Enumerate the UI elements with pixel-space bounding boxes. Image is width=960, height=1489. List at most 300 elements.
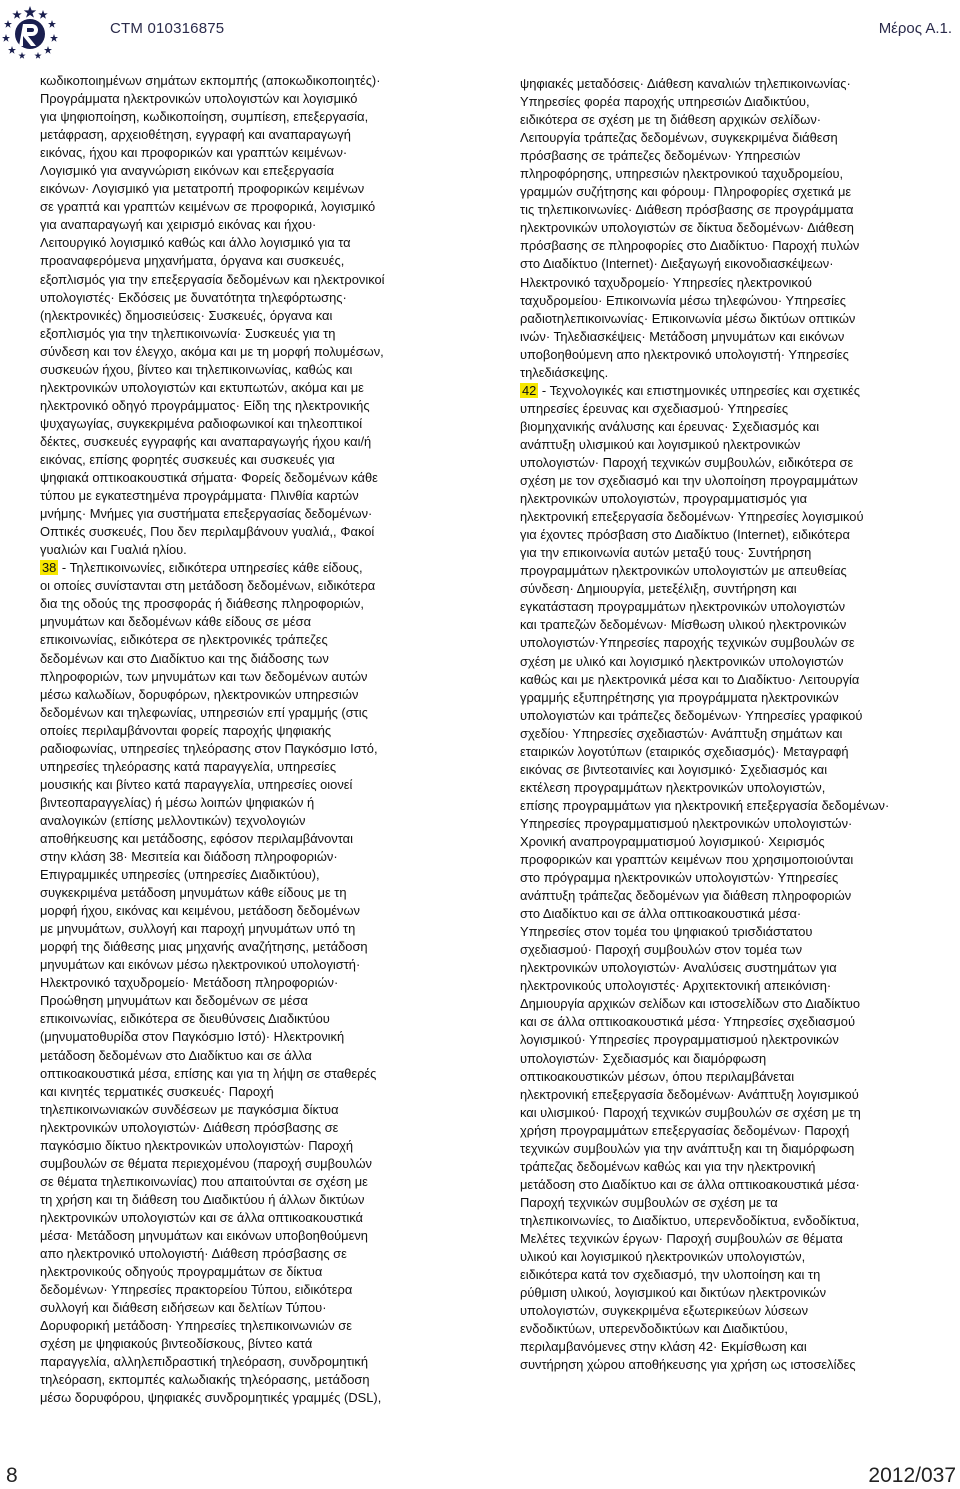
line-text: ηλεκτρονικών υπολογιστών και εκτυπωτών, ακόμα και με [40,379,364,395]
text-line [520,129,952,147]
text-line [40,72,472,90]
text-line [40,162,472,180]
line-text: οπτικοακουστικών μέσων, όπου περιλαμβάνεται [520,1068,795,1084]
text-line [520,905,952,923]
text-line [520,833,952,851]
line-text: εκτέλεση προγραμμάτων ηλεκτρονικών υπολογιστών, [520,779,826,795]
line-text: σχέση με ψηφιακούς βιντεοδίσκους, βίντεο κατά [40,1336,313,1352]
part-label: Μέρος Α.1. [878,20,952,37]
text-line [40,1119,472,1137]
text-line [520,1140,952,1158]
text-line [520,1302,952,1320]
text-line [40,1281,472,1299]
text-line [520,1013,952,1031]
line-text: ψηφιακά οπτικοακουστικά σήματα· Φορείς δεδομένων κάθε [40,470,378,486]
line-text: υπολογιστές· Εκδόσεις με δυνατότητα τηλεφόρτωσης· [40,289,347,305]
line-text: εταιρικών λογοτύπων (εταιρικός σχεδιασμός)· Μεταγραφή [520,743,849,759]
line-text: εικόνων· Λογισμικό για μετατροπή προφορικών κειμένων [40,181,365,197]
page-header [0,0,960,60]
text-line [40,704,472,722]
text-line [520,328,952,346]
line-text: προγραμμάτων ηλεκτρονικών υπολογιστών με απευθείας [520,563,847,579]
line-text: τηλεδιάσκεψης. [520,364,609,380]
text-line [520,761,952,779]
line-text: συγκεκριμένα μετάδοση μηνυμάτων κάθε είδους με τη [40,885,347,901]
line-text: συμβουλών σε θέματα περιεχομένου (παροχή συμβουλών [40,1155,372,1171]
line-text: τύπου με εγκατεστημένα προγράμματα· Πλινθία καρτών [40,488,359,504]
text-line [520,1194,952,1212]
text-line [40,433,472,451]
text-line [40,1083,472,1101]
text-line [520,671,952,689]
text-line [40,216,472,234]
text-line [520,779,952,797]
line-text: στο Διαδίκτυο (Internet)· Διεξαγωγή εικονοδιασκέψεων· [520,256,834,272]
line-text: μηνυμάτων και εικόνων μέσω ηλεκτρονικού υπολογιστή· [40,957,361,973]
line-text: με μηνυμάτων, συλλογή και παροχή μηνυμάτων υπό τη [40,921,356,937]
line-text: ανάπτυξη υλισμικού και λογισμικού ηλεκτρονικών [520,436,801,452]
line-text: Παροχή τεχνικών συμβουλών σε σχέση με τα [520,1194,778,1210]
text-line [520,147,952,165]
text-line [520,1104,952,1122]
text-line [520,689,952,707]
text-line [40,271,472,289]
text-line [40,866,472,884]
line-text: - Τεχνολογικές και επιστημονικές υπηρεσίες και σχετικές [538,382,860,398]
line-text: εικόνας, επίσης φορητές συσκευές και συσκευές για [40,451,335,467]
text-line [40,1173,472,1191]
line-text: ενδοδικτύων, υπερενδοδικτύων και Διαδικτύου, [520,1321,788,1337]
line-text: τη χρήση και τη διάθεση του Διαδικτύου ή άλλων δικτύων [40,1191,365,1207]
line-text: ταχυδρομείου· Επικοινωνία μέσω τηλεφώνου· Υπηρεσίες [520,292,846,308]
line-text: εικόνας, ήχου και προφορικών και γραπτών κειμένων· [40,145,348,161]
line-text: για έχοντες πρόσβαση στο Διαδίκτυο (Internet), ειδικότερα [520,527,850,543]
text-line [40,361,472,379]
line-text: υπολογιστών και τράπεζες δεδομένων· Υπηρεσίες γραφικού [520,707,863,723]
line-text: δέκτες, συσκευές εγγραφής και αναπαραγωγής ήχου και/ή [40,433,372,449]
text-line [40,252,472,270]
line-text: ψηφιακές μεταδόσεις· Διάθεση καναλιών τηλεπικοινωνίας· [520,76,851,91]
text-line [520,454,952,472]
left-text-column [40,72,472,1407]
text-line [40,126,472,144]
text-line [520,634,952,652]
text-line [520,725,952,743]
text-line [520,941,952,959]
line-text: υπολογιστών, συγκεκριμένα εξωτερικεύων λύσεων [520,1303,809,1319]
text-line [520,887,952,905]
line-text: οπτικοακουστικά μέσα, επίσης και για τη λήψη σε σταθερές [40,1065,377,1081]
line-text: ανάπτυξη τράπεζας δεδομένων για διάθεση πληροφοριών [520,888,852,904]
line-text: τηλεόραση, εκπομπές καλωδιακής τηλεόρασης, μετάδοση [40,1372,370,1388]
line-text: υπολογιστών· Παροχή τεχνικών συμβουλών, ειδικότερα σε [520,454,854,470]
text-line [520,598,952,616]
text-line [40,776,472,794]
class-number-badge: 42 [522,382,537,398]
text-line [40,1299,472,1317]
text-line [520,183,952,201]
text-line [40,1335,472,1353]
text-line [520,977,952,995]
line-text: Λογισμικό για αναγνώριση εικόνων και επεξεργασία [40,163,335,179]
line-text: σχέση με υλικό και λογισμικό ηλεκτρονικών υπολογιστών [520,653,844,669]
line-text: πληροφόρησης, υπηρεσιών ηλεκτρονικού ταχυδρομείου, [520,166,844,182]
line-text: αναλογικών (επίσης μελλοντικών) τεχνολογιών [40,812,306,828]
text-line [520,1284,952,1302]
text-line [520,1338,952,1356]
text-line [40,1047,472,1065]
line-text: για ψηφιοποίηση, κωδικοποίηση, συμπίεση, επεξεργασία, [40,109,369,125]
text-line [520,292,952,310]
line-text: τεχνικών συμβουλών για την ανάπτυξη και τη διαμόρφωση [520,1140,855,1156]
text-line [40,1209,472,1227]
text-line [40,1155,472,1173]
text-line [520,346,952,364]
text-line [40,1371,472,1389]
line-text: υπηρεσίες έρευνας και σχεδιασμού· Υπηρεσίες [520,400,789,416]
line-text: δεδομένων και στο Διαδίκτυο και της διάδοσης των [40,650,329,666]
line-text: ηλεκτρονικών υπολογιστών, προγραμματισμός για [520,491,808,507]
line-text: για την επικοινωνία αυτών μεταξύ τους· Συντήρηση [520,545,812,561]
text-line [40,1263,472,1281]
text-line [520,165,952,183]
line-text: σε θέματα τηλεπικοινωνίας) που απαιτούνται σε σχέση με [40,1173,368,1189]
line-text: Προώθηση μηνυμάτων και δεδομένων σε μέσα [40,993,308,1009]
line-text: στο πρόγραμμα ηλεκτρονικών υπολογιστών· Υπηρεσίες [520,870,839,886]
text-line [40,144,472,162]
text-line [520,310,952,328]
text-line [40,902,472,920]
line-text: σχέση με τον σχεδιασμό και την υλοποίηση προγραμμάτων [520,473,858,489]
line-text: Οπτικές συσκευές, Που δεν περιλαμβάνουν γυαλιά,, Φακοί [40,524,375,540]
text-line [40,397,472,415]
text-line [520,219,952,237]
line-text: σχεδίου· Υπηρεσίες σχεδιαστών· Ανάπτυξη σημάτων και [520,725,843,741]
text-line [40,523,472,541]
text-line [40,830,472,848]
line-text: ραδιοτηλεπικοινωνίας· Επικοινωνία μέσω δικτύων οπτικών [520,310,856,326]
text-line [40,758,472,776]
text-line [40,1137,472,1155]
line-text: πρόσβασης σε τράπεζες δεδομένων· Υπηρεσιών [520,148,801,164]
line-text: περιλαμβανόμενες στην κλάση 42· Εκμίσθωση και [520,1339,807,1355]
line-text: υπολογιστών· Σχεδιασμός και διαμόρφωση [520,1050,767,1066]
text-line [40,1191,472,1209]
line-text: τηλεπικοινωνιακών συνδέσεων με παγκόσμια δίκτυα [40,1101,339,1117]
text-line [520,201,952,219]
line-text: ραδιοφωνίας, υπηρεσίες τηλεόρασης στον Παγκόσμιο Ιστό, [40,740,378,756]
line-text: ηλεκτρονικών υπολογιστών σε δίκτυα δεδομένων· Διάθεση [520,220,854,236]
text-line [40,325,472,343]
text-line [40,1245,472,1263]
line-text: τηλεπικοινωνίες, το Διαδίκτυο, υπερενδοδίκτυα, ενδοδίκτυα, [520,1212,860,1228]
text-line [40,595,472,613]
text-line [40,234,472,252]
page-number: 8 [6,1464,18,1487]
line-text: επίσης προγραμμάτων για ηλεκτρονική επεξεργασία δεδομένων· [520,797,890,813]
line-text: γραμμών συζήτησης και φόρουμ· Πληροφορίες σχετικά με [520,184,852,200]
line-text: (ηλεκτρονικές) δημοσιεύσεις· Συσκευές, όργανα και [40,307,333,323]
text-line [520,1230,952,1248]
text-line [520,1356,952,1374]
text-line [520,75,952,93]
line-text: δεδομένων και τηλεφωνίας, υπηρεσιών επί γραμμής (στις [40,704,368,720]
text-line [40,198,472,216]
text-line [520,562,952,580]
line-text: μηνυμάτων και δεδομένων κάθε είδους σε μέσα [40,614,312,630]
text-line [520,869,952,887]
line-text: Επιγραμμικές υπηρεσίες (υπηρεσίες Διαδικτύου), [40,867,320,883]
text-line [40,90,472,108]
right-text-column [520,75,952,1374]
line-text: και κινητές τερματικές συσκευές· Παροχή [40,1083,274,1099]
line-text: μέσα· Μετάδοση μηνυμάτων και εικόνων υποβοηθούμενη [40,1228,368,1243]
line-text: Ηλεκτρονικό ταχυδρομείο· Υπηρεσίες ηλεκτρονικού [520,274,812,290]
line-text: ηλεκτρονικών υπολογιστών· Διάθεση πρόσβασης σε [40,1119,339,1135]
text-line [520,544,952,562]
line-text: Μελέτες τεχνικών έργων· Παροχή συμβουλών σε θέματα [520,1231,843,1246]
text-line [40,559,472,577]
line-text: παγκόσμιο δίκτυο ηλεκτρονικών υπολογιστών· Παροχή [40,1137,354,1153]
text-line [520,1068,952,1086]
text-line [40,379,472,397]
text-line [40,884,472,902]
line-text: Υπηρεσίες προγραμματισμού ηλεκτρονικών υπολογιστών· [520,815,853,831]
text-line [40,505,472,523]
line-text: εγκατάσταση προγραμμάτων ηλεκτρονικών υπολογιστών [520,599,846,615]
line-text: βιντεοπαραγγελίας) ή μέσω λοιπών ψηφιακών ή [40,794,315,810]
text-line [40,992,472,1010]
text-line [520,472,952,490]
text-line [520,707,952,725]
line-text: οι οποίες συνίστανται στη μετάδοση δεδομένων, ειδικότερα [40,578,376,594]
text-line [40,613,472,631]
text-line [520,93,952,111]
line-text: χρήση προγραμμάτων επεξεργασίας δεδομένων· Παροχή [520,1122,850,1138]
line-text: ινών· Τηλεδιασκέψεις· Μετάδοση μηνυμάτων και εικόνων [520,328,845,344]
line-text: μορφή της διάθεσης μιας μηχανής αναζήτησης, μετάδοση [40,939,368,955]
line-text: Υπηρεσίες στον τομέα του ψηφιακού τρισδιάστατου [520,924,813,940]
line-text: Ηλεκτρονικό ταχυδρομείο· Μετάδοση πληροφοριών· [40,975,339,991]
line-text: μετάφραση, αρχειοθέτηση, εγγραφή και αναπαραγωγή [40,127,351,143]
line-text: λογισμικού· Υπηρεσίες προγραμματισμού ηλεκτρονικών [520,1032,839,1048]
text-line [520,237,952,255]
line-text: οποίες περιλαμβάνονται φορείς παροχής ψηφιακής [40,722,332,738]
text-line [520,1176,952,1194]
line-text: ηλεκτρονική επεξεργασία δεδομένων· Ανάπτυξη λογισμικού [520,1086,859,1102]
ctm-number: CTM 010316875 [110,20,225,37]
text-line [520,490,952,508]
line-text: υπηρεσίες τηλεόρασης κατά παραγγελία, υπηρεσίες [40,758,337,774]
text-line [520,1050,952,1068]
line-text: Δημιουργία αρχικών σελίδων και ιστοσελίδων στο Διαδίκτυο [520,996,861,1012]
line-text: μέσω δορυφόρου, ψηφιακές συνδρομητικές γραμμές (DSL), [40,1390,382,1406]
line-text: υλικού και λογισμικού ηλεκτρονικών υπολογιστών, [520,1249,806,1265]
line-text: μετάδοση στο Διαδίκτυο και σε άλλα οπτικοακουστικά μέσα· [520,1176,860,1192]
text-line [520,382,952,400]
line-text: και τραπεζών δεδομένων· Μίσθωση υλικού ηλεκτρονικών [520,617,847,633]
text-line [40,451,472,469]
text-line [520,797,952,815]
line-text: στο Διαδίκτυο και σε άλλα οπτικοακουστικά μέσα· [520,906,802,922]
line-text: ψυχαγωγίας, συγκεκριμένα ραδιοφωνικοί και τηλεοπτικοί [40,415,363,431]
text-line [520,1248,952,1266]
text-line [520,274,952,292]
text-line [520,364,952,382]
line-text: υπολογιστών·Υπηρεσίες παροχής τεχνικών συμβουλών σε [520,635,855,651]
line-text: εξοπλισμός για την τηλεπικοινωνία· Συσκευές για τη [40,325,336,341]
line-text: Δορυφορική μετάδοση· Υπηρεσίες τηλεπικοινωνιών σε [40,1318,352,1334]
line-text: συσκευών ήχου, βίντεο και τηλεπικοινωνίας, καθώς και [40,361,353,377]
line-text: δεδομένων· Υπηρεσίες πρακτορείου Τύπου, ειδικότερα [40,1282,353,1298]
line-text: σχεδιασμού· Παροχή συμβουλών στον τομέα των [520,942,803,958]
line-text: πρόσβασης σε πληροφορίες στο Διαδίκτυο· Παροχή πυλών [520,238,860,254]
line-text: μνήμης· Μνήμες για συστήματα επεξεργασίας δεδομένων· [40,506,373,522]
line-text: πληροφοριών, των μηνυμάτων και των δεδομένων αυτών [40,668,368,684]
line-text: ηλεκτρονική επεξεργασία δεδομένων· Υπηρεσίες λογισμικού [520,509,864,525]
text-line [520,1086,952,1104]
line-text: - Τηλεπικοινωνίες, ειδικότερα υπηρεσίες κάθε είδους, [58,560,363,576]
text-line [520,923,952,941]
text-line [40,289,472,307]
line-text: σύνδεση και τον έλεγχο, ακόμα και με τη μορφή πολυμέσων, [40,343,384,359]
text-line [520,616,952,634]
line-text: μορφή ήχου, εικόνας και κειμένου, μετάδοση δεδομένων [40,903,360,919]
line-text: μουσικής και βίντεο κατά παραγγελία, υπηρεσίες οιονεί [40,776,353,792]
text-line [40,794,472,812]
text-line [40,487,472,505]
line-text: και υλισμικού· Παροχή τεχνικών συμβουλών σε σχέση με τη [520,1104,861,1120]
text-line [520,580,952,598]
text-line [520,111,952,129]
text-line [40,1028,472,1046]
line-text: και σε άλλα οπτικοακουστικά μέσα· Υπηρεσίες σχεδιασμού [520,1014,856,1030]
text-line [520,1212,952,1230]
text-line [520,255,952,273]
line-text: εξοπλισμός για την επεξεργασία δεδομένων και ηλεκτρονικοί [40,271,385,287]
line-text: εικόνας σε βιντεοταινίες και λογισμικό· Σχεδιασμός και [520,761,828,777]
text-line [520,653,952,671]
text-line [40,668,472,686]
line-text: γραμμής εξυπηρέτησης για προγράμματα ηλεκτρονικών [520,689,839,705]
line-text: ηλεκτρονικών υπολογιστών· Αναλύσεις συστημάτων για [520,960,837,976]
text-line [520,508,952,526]
line-text: γυαλιών και Γυαλιά ηλίου. [40,542,187,558]
text-line [40,108,472,126]
line-text: βιομηχανικής ανάλυσης και έρευνας· Σχεδιασμός και [520,418,820,434]
line-text: Λειτουργία τράπεζας δεδομένων, συγκεκριμένα διάθεση [520,130,838,146]
text-line [40,469,472,487]
line-text: συντήρηση χώρου αποθήκευσης για χρήση ως ιστοσελίδες [520,1357,856,1373]
text-line [40,1101,472,1119]
line-text: μετάδοση δεδομένων στο Διαδίκτυο και σε άλλα [40,1047,312,1063]
text-line [40,180,472,198]
text-line [40,1010,472,1028]
line-text: ειδικότερα σε σχέση με τη διάθεση αρχικών σελίδων· [520,112,822,128]
text-line [40,974,472,992]
line-text: ηλεκτρονικούς υπολογιστές· Αρχιτεκτονική απεικόνιση· [520,978,832,994]
text-line [520,851,952,869]
text-line [520,1320,952,1338]
text-line [40,1227,472,1245]
line-text: απο ηλεκτρονικό υπολογιστή· Διάθεση πρόσβασης σε [40,1246,347,1262]
line-text: ηλεκτρονικούς οδηγούς προγραμμάτων σε δίκτυα [40,1264,323,1280]
line-text: καθώς και με ηλεκτρονικά μέσα και το Διαδίκτυο· Λειτουργία [520,671,860,687]
text-line [40,1353,472,1371]
line-text: τράπεζας δεδομένων καθώς και για την ηλεκτρονική [520,1158,816,1174]
text-line [520,815,952,833]
line-text: υποβοηθούμενη απο ηλεκτρονικό υπολογιστή· Υπηρεσίες [520,346,849,362]
text-line [40,415,472,433]
line-text: επικοινωνίας, ειδικότερα σε ηλεκτρονικές τράπεζες [40,632,328,648]
line-text: μέσω καλωδίων, δορυφόρων, ηλεκτρονικών υπηρεσιών [40,686,359,702]
line-text: τις τηλεπικοινωνίες· Διάθεση πρόσβασης σε προγράμματα [520,202,854,218]
line-text: ειδικότερα κατά τον σχεδιασμό, την υλοποίηση και τη [520,1267,821,1283]
line-text: Λειτουργικό λογισμικό καθώς και άλλο λογισμικό για τα [40,235,351,251]
line-text: αποθήκευσης και μετάδοσης, εφόσον περιλαμβάνονται [40,830,353,846]
class-number-badge: 38 [42,560,57,576]
text-line [520,1122,952,1140]
line-text: ρύθμιση υλικού, λογισμικού και δικτύων ηλεκτρονικών [520,1285,827,1301]
line-text: προαναφερόμενα μηχανήματα, όργανα και συσκευές, [40,253,345,269]
text-line [40,541,472,559]
text-line [520,1031,952,1049]
line-text: σε γραπτά και γραπτών κειμένων σε προφορικά, λογισμικό [40,199,376,215]
bulletin-issue: 2012/037 [868,1464,956,1487]
line-text: Προγράμματα ηλεκτρονικών υπολογιστών και λογισμικό [40,91,358,107]
line-text: (μηνυματοθυρίδα στον Παγκόσμιο Ιστό)· Ηλεκτρονική [40,1029,345,1045]
line-text: συλλογή και διάθεση ειδήσεων και δελτίων Τύπου· [40,1300,327,1316]
line-text: κωδικοποιημένων σημάτων εκπομπής (αποκωδικοποιητές)· [40,73,381,88]
text-line [520,418,952,436]
line-text: παραγγελία, αλληλεπιδραστική τηλεόραση, συνδρομητική [40,1354,369,1370]
line-text: ηλεκτρονικό οδηγό προγράμματος· Είδη της ηλεκτρονικής [40,397,370,413]
text-line [40,938,472,956]
text-line [40,577,472,595]
line-text: προφορικών και γραπτών κειμένων που χρησιμοποιούνται [520,852,854,868]
text-line [40,650,472,668]
text-line [520,959,952,977]
text-line [520,400,952,418]
text-line [40,1065,472,1083]
line-text: στην κλάση 38· Μεσιτεία και διάδοση πληροφοριών· [40,849,338,865]
text-line [520,526,952,544]
text-line [520,436,952,454]
text-line [40,631,472,649]
text-line [520,1158,952,1176]
text-line [40,920,472,938]
text-line [40,848,472,866]
text-line [40,722,472,740]
text-line [40,686,472,704]
text-line [40,343,472,361]
line-text: επικοινωνίας, ειδικότερα σε διευθύνσεις Διαδικτύου [40,1011,330,1027]
text-line [40,956,472,974]
text-line [520,743,952,761]
line-text: σύνδεση· Δημιουργία, μετεξέλιξη, συντήρηση και [520,581,797,597]
text-line [40,740,472,758]
text-line [40,812,472,830]
ohim-logo-icon [2,4,58,60]
line-text: για αναπαραγωγή και χειρισμό εικόνας και ήχου· [40,217,317,233]
text-line [520,995,952,1013]
text-line [40,1317,472,1335]
text-line [520,1266,952,1284]
text-line [40,1389,472,1407]
line-text: Υπηρεσίες φορέα παροχής υπηρεσιών Διαδικτύου, [520,94,810,110]
text-line [40,307,472,325]
line-text: ηλεκτρονικών υπολογιστών και σε άλλα οπτικοακουστικά [40,1209,364,1225]
